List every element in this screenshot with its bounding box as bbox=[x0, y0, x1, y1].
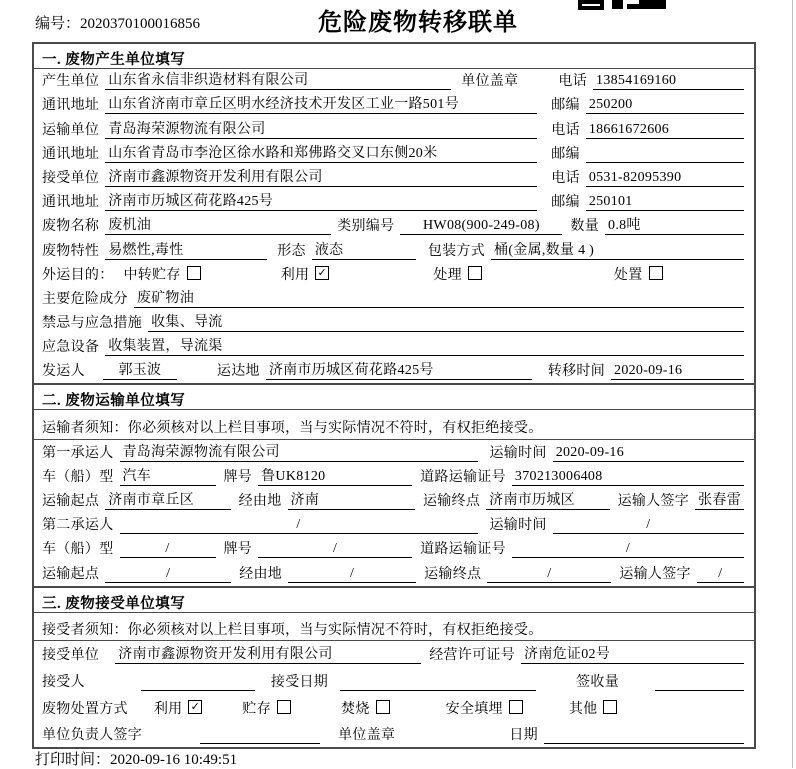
vehicle-label: 车（船）型 bbox=[42, 469, 114, 485]
received-value bbox=[655, 674, 744, 691]
hazard-value: 废矿物油 bbox=[134, 287, 744, 308]
carrier1-terminal-value: 济南市历城区 bbox=[486, 489, 609, 510]
transporter-label: 运输单位 bbox=[42, 122, 100, 138]
zip-label: 邮编 bbox=[551, 98, 580, 114]
carrier2-value: / bbox=[120, 517, 478, 534]
carrier1-sign-value: 张春雷 bbox=[695, 489, 744, 510]
disposal-option-incinerate: 焚烧 bbox=[341, 698, 390, 718]
section1-title: 一. 废物产生单位填写 bbox=[34, 44, 754, 69]
origin-label: 运输起点 bbox=[42, 566, 100, 582]
checkbox-disposal-utilize: ✓ bbox=[188, 700, 202, 714]
terminal-label: 运输终点 bbox=[424, 566, 482, 582]
carrier2-origin-value: / bbox=[105, 566, 231, 583]
row-carrier2-vehicle bbox=[34, 537, 754, 561]
producer-address-value: 山东省济南市章丘区明水经济技术开发区工业一路501号 bbox=[105, 93, 537, 114]
section-transporter bbox=[34, 383, 754, 585]
transporter-value: 青岛海荣源物流有限公司 bbox=[105, 118, 537, 139]
accept-unit-label: 接受单位 bbox=[42, 648, 100, 664]
transfer-time-value: 2020-09-16 bbox=[611, 363, 744, 380]
form-value: 液态 bbox=[312, 239, 416, 260]
transporter-phone-value: 18661672606 bbox=[586, 122, 744, 139]
producer-phone-value: 13854169160 bbox=[593, 73, 744, 90]
address-label: 通讯地址 bbox=[42, 98, 100, 114]
category-value: HW08(900-249-08) bbox=[400, 218, 562, 235]
accept-date-label: 接受日期 bbox=[270, 674, 329, 690]
serial-label: 编号： bbox=[35, 16, 81, 32]
receiver-notice: 接受者须知：你必须核对以上栏目事项，当与实际情况不符时，有权拒绝接受。 bbox=[34, 613, 754, 641]
producer-label: 产生单位 bbox=[42, 74, 100, 90]
qr-code-fragment bbox=[578, 0, 666, 10]
receiver-phone-value: 0531-82095390 bbox=[586, 170, 744, 187]
carrier2-vehicle-value: / bbox=[120, 541, 216, 558]
vehicle-label: 车（船）型 bbox=[42, 542, 114, 558]
purpose-option-utilize: 利用 ✓ bbox=[281, 264, 330, 284]
category-label: 类别编号 bbox=[337, 219, 395, 235]
waste-name-label: 废物名称 bbox=[42, 219, 100, 235]
transport-time-label: 运输时间 bbox=[489, 445, 547, 461]
receiver-zip-value: 250101 bbox=[586, 194, 744, 211]
carrier2-sign-value: / bbox=[697, 566, 744, 583]
row-carrier1-vehicle bbox=[34, 465, 754, 489]
packing-value: 桶(金属,数量 4 ) bbox=[491, 239, 744, 260]
acceptor-value bbox=[141, 674, 255, 691]
consignor-value: 郭玉波 bbox=[103, 359, 177, 380]
quantity-value: 0.8吨 bbox=[605, 214, 744, 235]
transport-time-label: 运输时间 bbox=[489, 518, 547, 534]
carrier2-time-value: / bbox=[553, 517, 744, 534]
phone-label: 电话 bbox=[551, 170, 580, 186]
row-carrier2-route bbox=[34, 561, 754, 585]
producer-zip-value: 250200 bbox=[586, 97, 744, 114]
print-time-value: 2020-09-16 10:49:51 bbox=[110, 752, 238, 768]
row-carrier2 bbox=[34, 513, 754, 537]
page-right-edge bbox=[792, 0, 793, 768]
row-producer-address bbox=[34, 93, 754, 117]
transporter-notice: 运输者须知：你必须核对以上栏目事项，当与实际情况不符时，有权拒绝接受。 bbox=[34, 410, 754, 440]
received-label: 签收量 bbox=[576, 674, 620, 690]
zip-label: 邮编 bbox=[551, 195, 580, 211]
serial-value: 2020370100016856 bbox=[80, 16, 201, 32]
print-time bbox=[35, 748, 237, 769]
receiver-address-value: 济南市历城区荷花路425号 bbox=[105, 190, 537, 211]
receiver-value: 济南市鑫源物资开发利用有限公司 bbox=[105, 166, 537, 187]
disposal-option-store: 贮存 bbox=[242, 698, 291, 718]
character-label: 废物特性 bbox=[42, 243, 100, 259]
section3-title: 三. 废物接受单位填写 bbox=[34, 586, 754, 613]
hazard-label: 主要危险成分 bbox=[42, 291, 128, 307]
carrier2-terminal-value: / bbox=[487, 566, 611, 583]
serial-number bbox=[35, 12, 200, 33]
destination-label: 运达地 bbox=[216, 364, 260, 380]
row-carrier1-route bbox=[34, 489, 754, 513]
date-value bbox=[544, 727, 744, 744]
character-value: 易燃性,毒性 bbox=[105, 239, 267, 260]
carrier1-value: 青岛海荣源物流有限公司 bbox=[120, 441, 478, 462]
acceptor-label: 接受人 bbox=[42, 674, 85, 690]
via-label: 经由地 bbox=[238, 494, 282, 509]
row-producer bbox=[34, 69, 754, 93]
disposal-option-utilize: 利用 ✓ bbox=[154, 698, 203, 718]
section-producer bbox=[34, 44, 754, 383]
checkbox-transfer-storage bbox=[187, 266, 201, 280]
carrier1-via-value: 济南 bbox=[288, 489, 415, 510]
row-equipment bbox=[34, 335, 754, 359]
checkbox-disposal-store bbox=[277, 700, 291, 714]
row-consignor bbox=[34, 359, 754, 383]
row-receiver bbox=[34, 166, 754, 190]
carrier2-label: 第二承运人 bbox=[42, 518, 114, 534]
emergency-value: 收集、导流 bbox=[148, 311, 744, 332]
qr-block bbox=[639, 0, 666, 9]
origin-label: 运输起点 bbox=[42, 494, 100, 509]
checkbox-treat bbox=[468, 266, 482, 280]
address-label: 通讯地址 bbox=[42, 195, 100, 211]
unit-seal-label: 单位盖章 bbox=[461, 74, 519, 90]
disposal-option-landfill: 安全填埋 bbox=[446, 698, 523, 718]
address-label: 通讯地址 bbox=[42, 146, 100, 162]
document-title: 危险废物转移联单 bbox=[318, 10, 518, 36]
disposal-label: 废物处置方式 bbox=[42, 701, 128, 717]
purpose-label: 外运目的： bbox=[42, 267, 114, 283]
license-value: 济南危证02号 bbox=[521, 643, 744, 664]
zip-label: 邮编 bbox=[551, 146, 580, 162]
equipment-label: 应急设备 bbox=[42, 340, 100, 356]
row-waste-name bbox=[34, 214, 754, 238]
row-waste-character bbox=[34, 238, 754, 262]
row-purpose bbox=[34, 263, 754, 287]
carrier1-time-value: 2020-09-16 bbox=[553, 445, 744, 462]
via-label: 经由地 bbox=[239, 566, 283, 582]
consignor-label: 发运人 bbox=[42, 364, 85, 380]
carrier1-vehicle-value: 汽车 bbox=[120, 465, 216, 486]
purpose-option-transfer-storage: 中转贮存 bbox=[124, 264, 201, 284]
emergency-label: 禁忌与应急措施 bbox=[42, 316, 143, 332]
checkbox-disposal-other bbox=[603, 700, 617, 714]
row-receiver-address bbox=[34, 190, 754, 214]
section-receiver bbox=[34, 586, 754, 748]
manifest-form bbox=[32, 42, 756, 749]
checkbox-utilize: ✓ bbox=[315, 266, 329, 280]
qr-block bbox=[612, 0, 623, 9]
receiver-label: 接受单位 bbox=[42, 170, 100, 186]
row-emergency bbox=[34, 311, 754, 335]
accept-unit-value: 济南市鑫源物资开发利用有限公司 bbox=[115, 643, 421, 664]
carrier2-permit-value: / bbox=[512, 541, 744, 558]
license-label: 经营许可证号 bbox=[429, 648, 516, 664]
row-hazard bbox=[34, 287, 754, 311]
waste-name-value: 废机油 bbox=[105, 214, 331, 235]
sign-label: 运输人签字 bbox=[619, 566, 691, 582]
transfer-time-label: 转移时间 bbox=[547, 364, 606, 380]
sign-label: 运输人签字 bbox=[617, 494, 690, 509]
checkbox-disposal-landfill bbox=[509, 700, 523, 714]
row-accept-unit bbox=[34, 641, 754, 668]
permit-label: 道路运输证号 bbox=[420, 469, 506, 485]
plate-label: 牌号 bbox=[223, 542, 253, 558]
print-time-label: 打印时间： bbox=[35, 752, 111, 768]
equipment-value: 收集装置，导流渠 bbox=[105, 335, 744, 356]
carrier1-plate-value: 鲁UK8120 bbox=[258, 465, 412, 486]
checkbox-dispose bbox=[649, 266, 663, 280]
row-manager-sign bbox=[34, 721, 754, 748]
transporter-address-value: 山东省青岛市李沧区徐水路和郑佛路交叉口东侧20米 bbox=[105, 142, 537, 163]
carrier1-permit-value: 370213006408 bbox=[512, 469, 744, 486]
date-label: 日期 bbox=[509, 728, 538, 744]
unit-seal-label: 单位盖章 bbox=[338, 728, 396, 744]
carrier2-plate-value: / bbox=[258, 541, 412, 558]
accept-date-value bbox=[340, 674, 536, 691]
checkbox-disposal-incinerate bbox=[376, 700, 390, 714]
quantity-label: 数量 bbox=[570, 219, 600, 235]
packing-label: 包装方式 bbox=[427, 243, 486, 259]
carrier1-origin-value: 济南市章丘区 bbox=[105, 489, 230, 510]
plate-label: 牌号 bbox=[223, 469, 253, 485]
row-transporter bbox=[34, 117, 754, 141]
terminal-label: 运输终点 bbox=[422, 494, 481, 509]
disposal-option-other: 其他 bbox=[569, 698, 618, 718]
row-acceptor bbox=[34, 667, 754, 694]
purpose-option-dispose: 处置 bbox=[614, 264, 663, 284]
manager-sign-value bbox=[200, 727, 320, 744]
destination-value: 济南市历城区荷花路425号 bbox=[266, 359, 532, 380]
qr-block bbox=[578, 0, 604, 10]
form-label: 形态 bbox=[277, 243, 306, 259]
row-carrier1 bbox=[34, 440, 754, 464]
row-disposal bbox=[34, 694, 754, 721]
purpose-option-treat: 处理 bbox=[433, 264, 482, 284]
permit-label: 道路运输证号 bbox=[420, 542, 506, 558]
phone-label: 电话 bbox=[551, 122, 580, 138]
row-transporter-address bbox=[34, 142, 754, 166]
carrier2-via-value: / bbox=[288, 566, 416, 583]
phone-label: 电话 bbox=[558, 74, 588, 90]
manager-sign-label: 单位负责人签字 bbox=[42, 728, 143, 744]
producer-value: 山东省永信非织造材料有限公司 bbox=[105, 69, 451, 90]
transporter-zip-value bbox=[586, 146, 744, 163]
section2-title: 二. 废物运输单位填写 bbox=[34, 383, 754, 410]
carrier1-label: 第一承运人 bbox=[42, 445, 114, 461]
